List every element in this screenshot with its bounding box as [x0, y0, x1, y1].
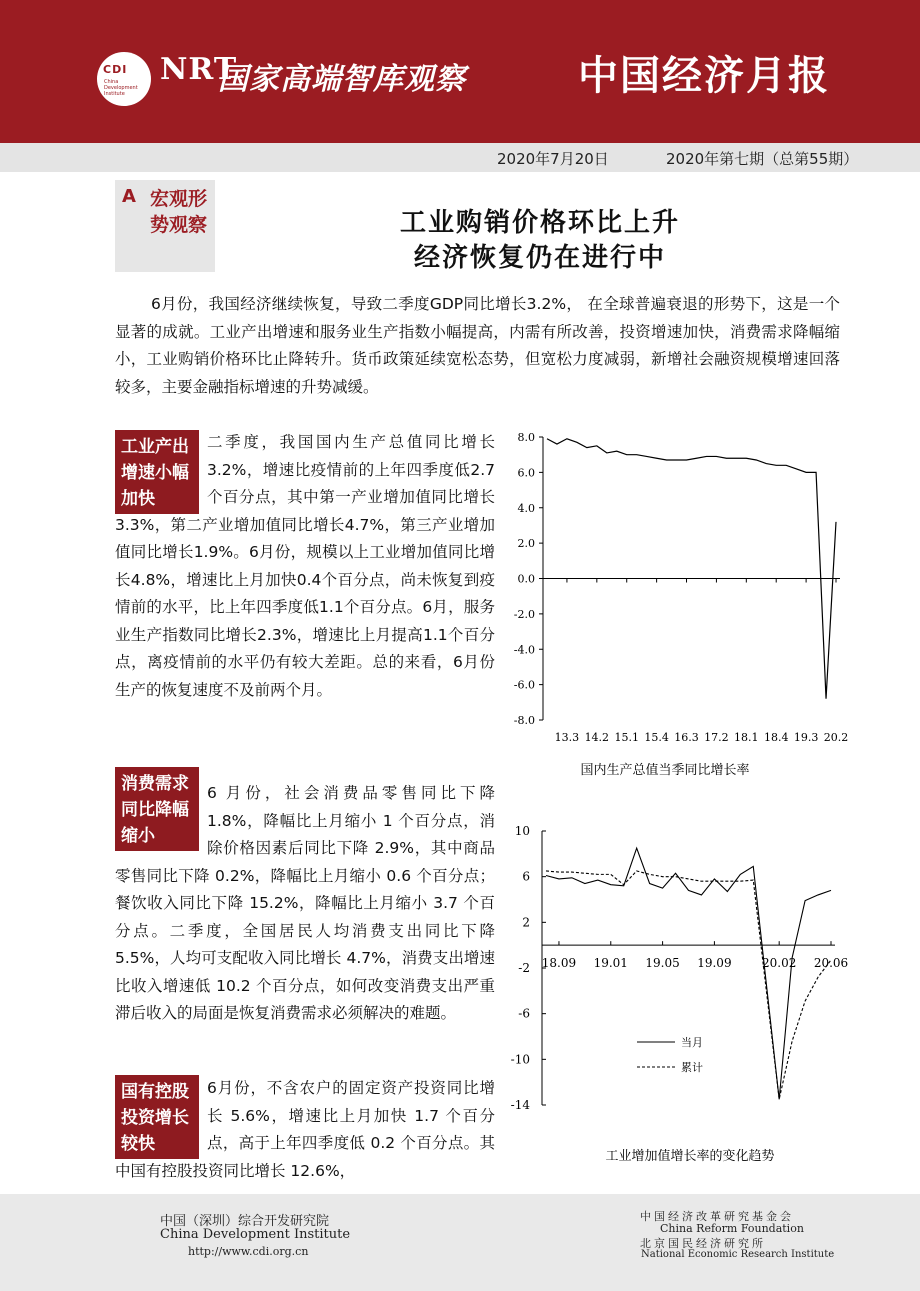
issue-date: 2020年7月20日 — [497, 150, 609, 168]
x-tick-label: 19.01 — [593, 956, 628, 971]
section-tag-text: 宏观形势观察 — [150, 188, 208, 236]
section-3-heading: 国有控股投资增长较快 — [115, 1075, 199, 1159]
x-tick-label: 13.3 — [554, 731, 580, 744]
report-title: 中国经济月报 — [578, 53, 830, 99]
y-tick-label: 2 — [522, 915, 530, 930]
footer-org-cn: 中国（深圳）综合开发研究院 — [160, 1214, 330, 1229]
x-tick-label: 20.2 — [823, 731, 849, 744]
x-tick-label: 18.1 — [734, 731, 759, 744]
y-tick-label: -2 — [518, 961, 530, 975]
x-tick-label: 18.09 — [541, 956, 577, 971]
y-tick-label: 2.0 — [517, 537, 535, 551]
y-tick-label: -8.0 — [513, 714, 535, 727]
article-title-line1: 工业购销价格环比上升 — [399, 208, 680, 238]
x-tick-label: 15.4 — [644, 731, 669, 744]
lead-paragraph: 6月份，我国经济继续恢复，导致二季度GDP同比增长3.2%， 在全球普遍衰退的形势下，这是一个显著的成就。工业产出增速和服务业生产指数小幅提高，内需有所改善，投资增速加快，消费需求降幅缩小，工业购销价格环比止降转升。货币政策延续宽松态势，但宽松力度减弱，新增社会融资规模增速回落较多，主要金融指标增速的升势减缓。 — [115, 295, 840, 396]
gdp-series-line — [547, 439, 836, 699]
section-1-heading: 工业产出增速小幅加快 — [115, 430, 199, 514]
section-2-body: 6 月份，社会消费品零售同比下降 1.8%，降幅比上月缩小 1 个百分点，消除价格因素后同比下降 2.9%，其中商品零售同比下降 0.2%，降幅比上月缩小 0.6 个百分点；餐饮收入同比下降 15.2%，降幅比上月缩小 3.7 个百分点。二季度，全国居民人均消费支出同比下降 5.5%，人均可支配收入同比增长 4.7%，消费支出增速比收入增速低 10.2 个百分点，如何改变消费支出严重滞后收入的局面是恢复消费需求必须解决的难题。 — [115, 784, 495, 1022]
y-tick-label: 0.0 — [517, 572, 535, 586]
footer-neri-en: National Economic Research Institute — [641, 1249, 835, 1260]
section-2-heading: 消费需求同比降幅缩小 — [115, 767, 199, 851]
footer-reform-en: China Reform Foundation — [660, 1222, 804, 1235]
section-tag-letter: A — [122, 186, 136, 207]
x-tick-label: 17.2 — [704, 731, 729, 744]
x-tick-label: 19.09 — [697, 956, 732, 971]
x-tick-label: 19.3 — [793, 731, 819, 744]
y-tick-label: 4.0 — [517, 501, 535, 515]
y-tick-label: -4.0 — [513, 643, 535, 657]
x-tick-label: 15.1 — [614, 731, 639, 744]
industrial-growth-chart — [495, 815, 875, 1185]
y-tick-label: 6.0 — [517, 466, 535, 480]
brand-calligraphy: 国家高端智库观察 — [218, 62, 466, 97]
issue-number: 2020年第七期（总第55期） — [666, 150, 859, 168]
footer-neri-cn: 北京国民经济研究所 — [640, 1237, 766, 1250]
y-tick-label: 8.0 — [517, 431, 535, 444]
footer-url[interactable]: http://www.cdi.org.cn — [188, 1245, 309, 1258]
y-tick-label: -14 — [510, 1098, 530, 1112]
y-tick-label: 6 — [522, 869, 530, 884]
chart-title: 国内生产总值当季同比增长率 — [580, 763, 750, 778]
gdp-growth-chart — [495, 420, 875, 790]
y-tick-label: -6.0 — [513, 678, 535, 692]
cdi-logo-subtext: China Development Institute — [104, 79, 138, 97]
legend-label: 累计 — [681, 1061, 703, 1074]
section-1-body: 二季度，我国国内生产总值同比增长3.2%，增速比疫情前的上年四季度低2.7个百分点，其中第一产业增加值同比增长3.3%，第二产业增加值同比增长4.7%，第三产业增加值同比增长1.9%。6月份，规模以上工业增加值同比增长4.8%，增速比上月加快0.4个百分点，尚未恢复到疫情前的水平，比上年四季度低1.1个百分点。6月，服务业生产指数同比增长2.3%，增速比上月提高1.1个百分点，离疫情前的水平仍有较大差距。总的来看，6月份生产的恢复速度不及前两个月。 — [115, 433, 495, 699]
y-tick-label: -2.0 — [513, 607, 535, 621]
x-tick-label: 19.05 — [645, 956, 680, 971]
x-tick-label: 16.3 — [674, 731, 699, 744]
x-tick-label: 14.2 — [584, 731, 610, 744]
article-title-line2: 经济恢复仍在进行中 — [413, 243, 666, 273]
section-3-body: 6月份，不含农户的固定资产投资同比增长 5.6%，增速比上月加快 1.7 个百分点，高于上年四季度低 0.2 个百分点。其中国有控股投资同比增长 12.6%， — [115, 1079, 495, 1180]
y-tick-label: -6 — [518, 1006, 530, 1021]
legend-label: 当月 — [681, 1036, 703, 1049]
cdi-logo-text: CDI — [103, 63, 128, 76]
x-tick-label: 20.02 — [762, 956, 797, 971]
footer-reform-cn: 中国经济改革研究基金会 — [640, 1210, 794, 1223]
chart-title: 工业增加值增长率的变化趋势 — [605, 1149, 775, 1164]
y-tick-label: -10 — [510, 1052, 530, 1067]
x-tick-label: 18.4 — [763, 731, 789, 744]
footer-org-en: China Development Institute — [160, 1227, 351, 1242]
x-tick-label: 20.06 — [813, 956, 849, 971]
y-tick-label: 10 — [514, 824, 530, 838]
nrt-logo: NRT — [160, 52, 238, 87]
